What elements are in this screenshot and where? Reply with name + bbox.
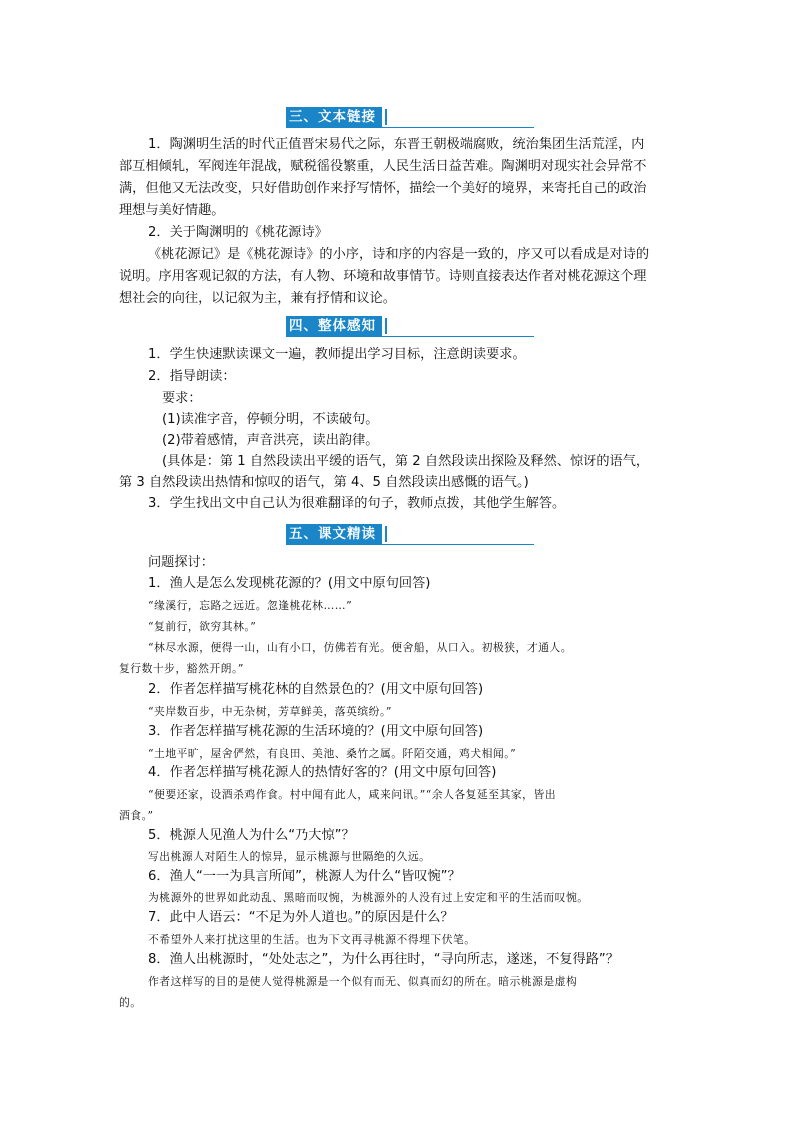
answer-line: “林尽水源，便得一山，山有小口，仿佛若有光。便舍船，从口入。初极狭，才通人。: [148, 641, 573, 654]
section-title-5: 五、课文精读: [286, 524, 382, 544]
section-header-4: [286, 316, 534, 337]
answer-line: 的。: [119, 996, 142, 1009]
answer-line: 写出桃源人对陌生人的惊异，显示桃源与世隔绝的久远。: [148, 850, 431, 863]
answer-line: 复行数十步，豁然开朗。”: [119, 662, 244, 675]
paragraph-line: 要求：: [162, 391, 202, 406]
paragraph-line: 《桃花源记》是《桃花源诗》的小序，诗和序的内容是一致的，序又可以看成是对诗的: [148, 247, 650, 262]
question-3: 3．作者怎样描写桃花源的生活环境的？(用文中原句回答): [148, 724, 484, 739]
answer-line: “土地平旷，屋舍俨然，有良田、美池、桑竹之属。阡陌交通，鸡犬相闻。”: [148, 747, 517, 760]
paragraph-line: 部互相倾轧，军阀连年混战，赋税徭役繁重，人民生活日益苦难。陶渊明对现实社会异常不: [119, 159, 647, 174]
question-5: 5．桃源人见渔人为什么“乃大惊”？: [148, 828, 355, 843]
question-4: 4．作者怎样描写桃花源人的热情好客的？(用文中原句回答): [148, 765, 497, 780]
paragraph-line: 第 3 自然段读出热情和惊叹的语气，第 4、5 自然段读出感慨的语气。): [119, 475, 529, 490]
answer-line: “便要还家，设酒杀鸡作食。村中闻有此人，咸来问讯。”“余人各复延至其家，皆出: [148, 788, 557, 801]
question-2: 2．作者怎样描写桃花林的自然景色的？(用文中原句回答): [148, 682, 484, 697]
answer-line: “夹岸数百步，中无杂树，芳草鲜美，落英缤纷。”: [148, 705, 392, 718]
answer-line: “复前行，欲穷其林。”: [148, 620, 257, 633]
paragraph-line: 2．指导朗读：: [148, 369, 236, 384]
paragraph-line: 2．关于陶渊明的《桃花源诗》: [148, 225, 328, 240]
paragraph-line: (具体是：第 1 自然段读出平缓的语气，第 2 自然段读出探险及释然、惊讶的语气，: [162, 454, 650, 469]
answer-line: “缘溪行，忘路之远近。忽逢桃花林……”: [148, 599, 353, 612]
paragraph-line: 1．陶渊明生活的时代正值晋宋易代之际，东晋王朝极端腐败，统治集团生活荒淫，内: [148, 137, 645, 152]
answer-line: 酒食。”: [119, 809, 154, 822]
section-title-3: 三、文本链接: [286, 107, 382, 127]
answer-line: 为桃源外的世界如此动乱、黑暗而叹惋，为桃源外的人没有过上安定和平的生活而叹惋。: [148, 891, 589, 904]
question-1: 1．渔人是怎么发现桃花源的？(用文中原句回答): [148, 576, 431, 591]
paragraph-line: 说明。序用客观记叙的方法，有人物、环境和故事情节。诗则直接表达作者对桃花源这个理: [119, 269, 647, 284]
paragraph-line: 3．学生找出文中自己认为很难翻译的句子，教师点拨，其他学生解答。: [148, 496, 566, 511]
question-7: 7．此中人语云：“不足为外人道也。”的原因是什么？: [148, 910, 454, 925]
section-header-3: [286, 107, 534, 128]
paragraph-line: 满，但他又无法改变，只好借助创作来抒写情怀，描绘一个美好的境界，来寄托自己的政治: [119, 181, 647, 196]
question-8: 8．渔人出桃源时，“处处志之”，为什么再往时，“寻向所志，遂迷，不复得路”？: [148, 952, 619, 967]
answer-line: 作者这样写的目的是使人觉得桃源是一个似有而无、似真而幻的所在。暗示桃源是虚构: [148, 975, 578, 988]
paragraph-line: 理想与美好情趣。: [119, 203, 225, 218]
paragraph-line: 问题探讨：: [148, 555, 214, 570]
paragraph-line: 想社会的向往，以记叙为主，兼有抒情和议论。: [119, 291, 396, 306]
question-6: 6．渔人“一一为具言所闻”，桃源人为什么“皆叹惋”？: [148, 869, 461, 884]
section-header-5: [286, 524, 534, 545]
paragraph-line: 1．学生快速默读课文一遍，教师提出学习目标，注意朗读要求。: [148, 347, 526, 362]
section-title-4: 四、整体感知: [286, 316, 382, 336]
paragraph-line: (1)读准字音，停顿分明，不读破句。: [162, 412, 379, 427]
paragraph-line: (2)带着感情，声音洪亮，读出韵律。: [162, 433, 379, 448]
answer-line: 不希望外人来打扰这里的生活。也为下文再寻桃源不得埋下伏笔。: [148, 933, 476, 946]
